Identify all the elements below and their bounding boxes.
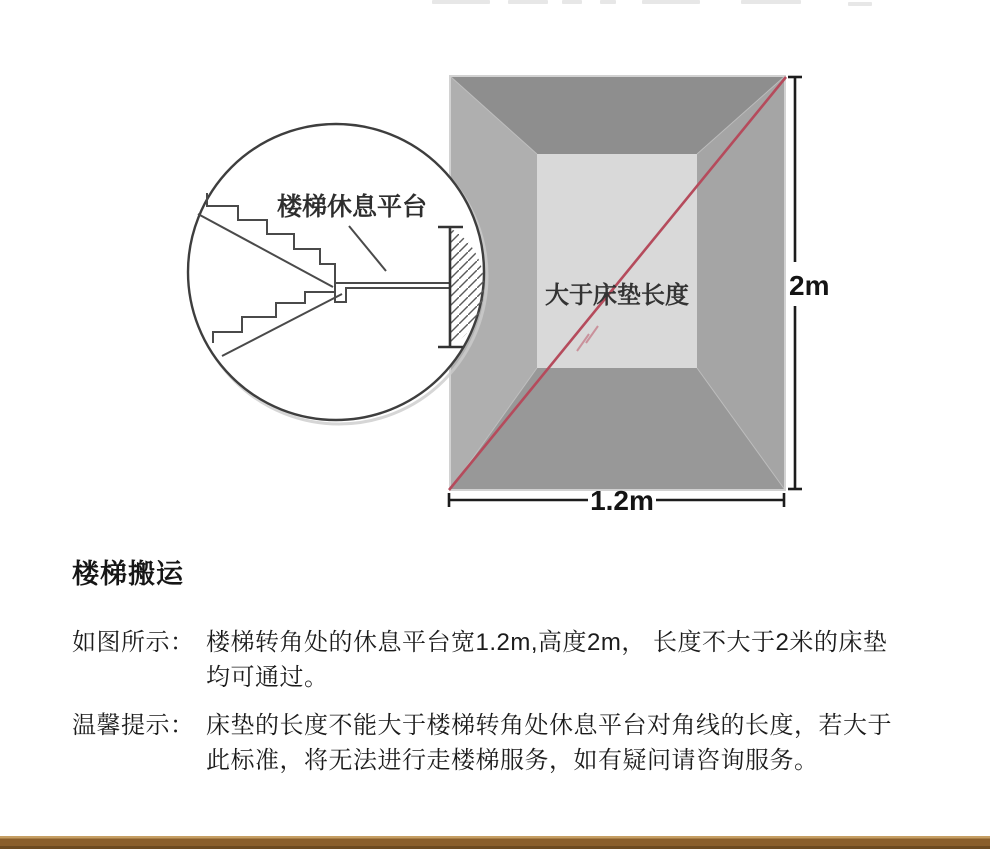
width-dimension-label: 1.2m	[590, 485, 654, 516]
mattress-length-label: 大于床垫长度	[545, 282, 689, 309]
footer-divider-bar	[0, 836, 990, 849]
note-line: 床垫的长度不能大于楼梯转角处休息平台对角线的长度，若大于	[206, 712, 892, 739]
explanation-block	[72, 552, 952, 778]
note-text	[206, 708, 941, 778]
landing-top-view	[449, 76, 786, 490]
note-label: 如图所示：	[72, 629, 195, 656]
section-heading: 楼梯搬运	[72, 559, 184, 589]
stair-detail-circle	[188, 124, 487, 424]
note-line: 此标准，将无法进行走楼梯服务，如有疑问请咨询服务。	[206, 747, 819, 774]
landing-center-face	[537, 154, 697, 368]
height-dimension-label: 2m	[789, 270, 830, 301]
note-row	[72, 625, 952, 695]
note-text	[206, 625, 941, 695]
note-label: 温馨提示：	[72, 712, 195, 739]
note-line: 均可通过。	[206, 664, 329, 691]
note-line: 楼梯转角处的休息平台宽1.2m,高度2m， 长度不大于2米的床垫	[206, 629, 888, 656]
note-row	[72, 708, 952, 778]
stair-landing-label: 楼梯休息平台	[277, 193, 428, 221]
